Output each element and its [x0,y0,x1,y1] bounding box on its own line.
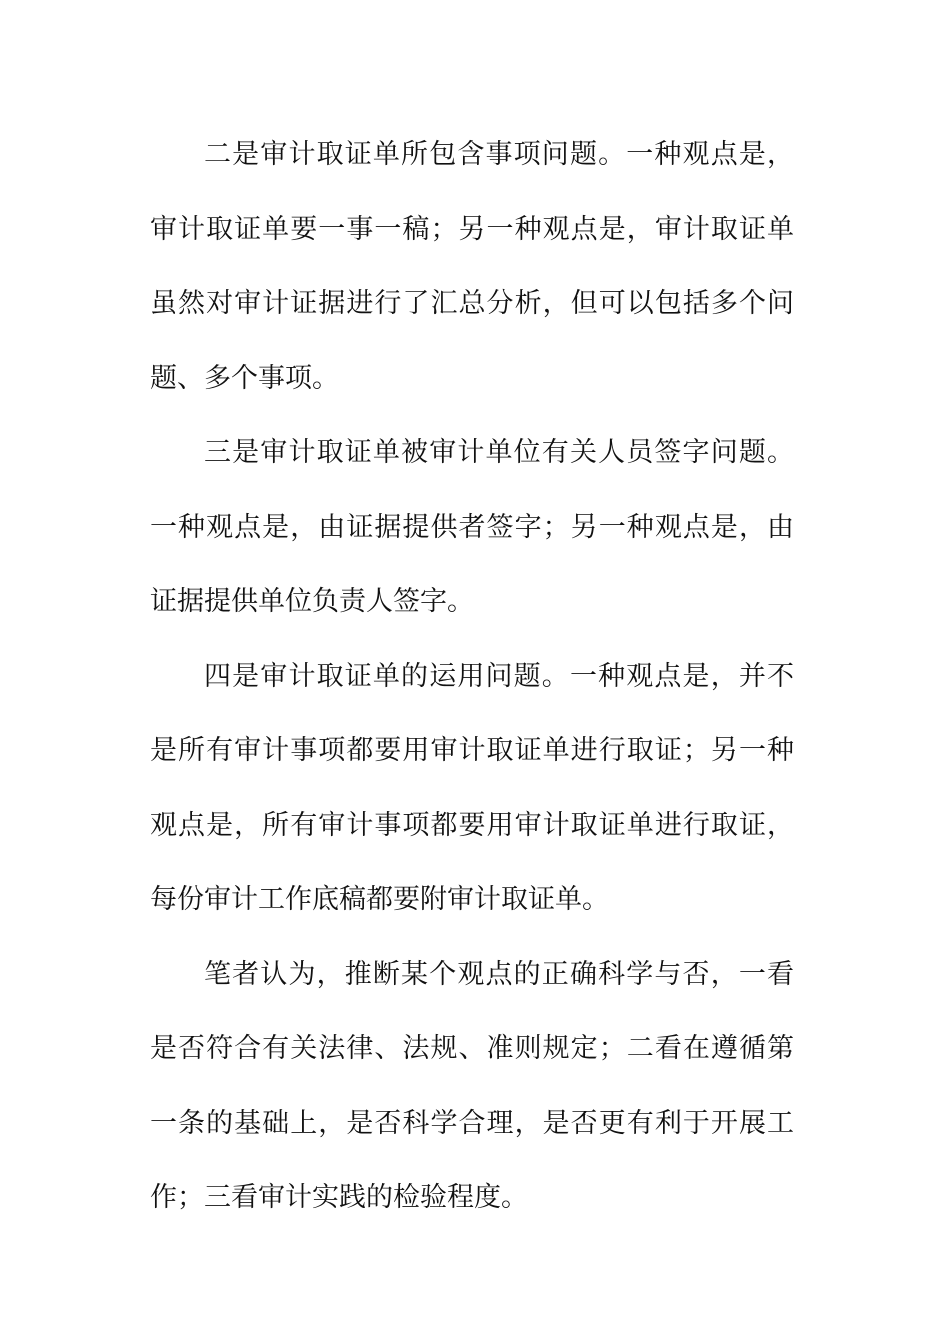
paragraph-usage-issue: 四是审计取证单的运用问题。一种观点是，并不是所有审计事项都要用审计取证单进行取证；另一种观点是，所有审计事项都要用审计取证单进行取证，每份审计工作底稿都要附审计取证单。 [150,660,794,915]
document-body [150,118,794,1236]
paragraph-author-opinion: 笔者认为，推断某个观点的正确科学与否，一看是否符合有关法律、法规、准则规定；二看在遵循第一条的基础上，是否科学合理，是否更有利于开展工作；三看审计实践的检验程度。 [150,958,794,1213]
paragraph-signature-issue: 三是审计取证单被审计单位有关人员签字问题。一种观点是，由证据提供者签字；另一种观点是，由证据提供单位负责人签字。 [150,437,794,617]
paragraph-audit-evidence-scope: 二是审计取证单所包含事项问题。一种观点是，审计取证单要一事一稿；另一种观点是，审计取证单虽然对审计证据进行了汇总分析，但可以包括多个问题、多个事项。 [150,139,794,394]
